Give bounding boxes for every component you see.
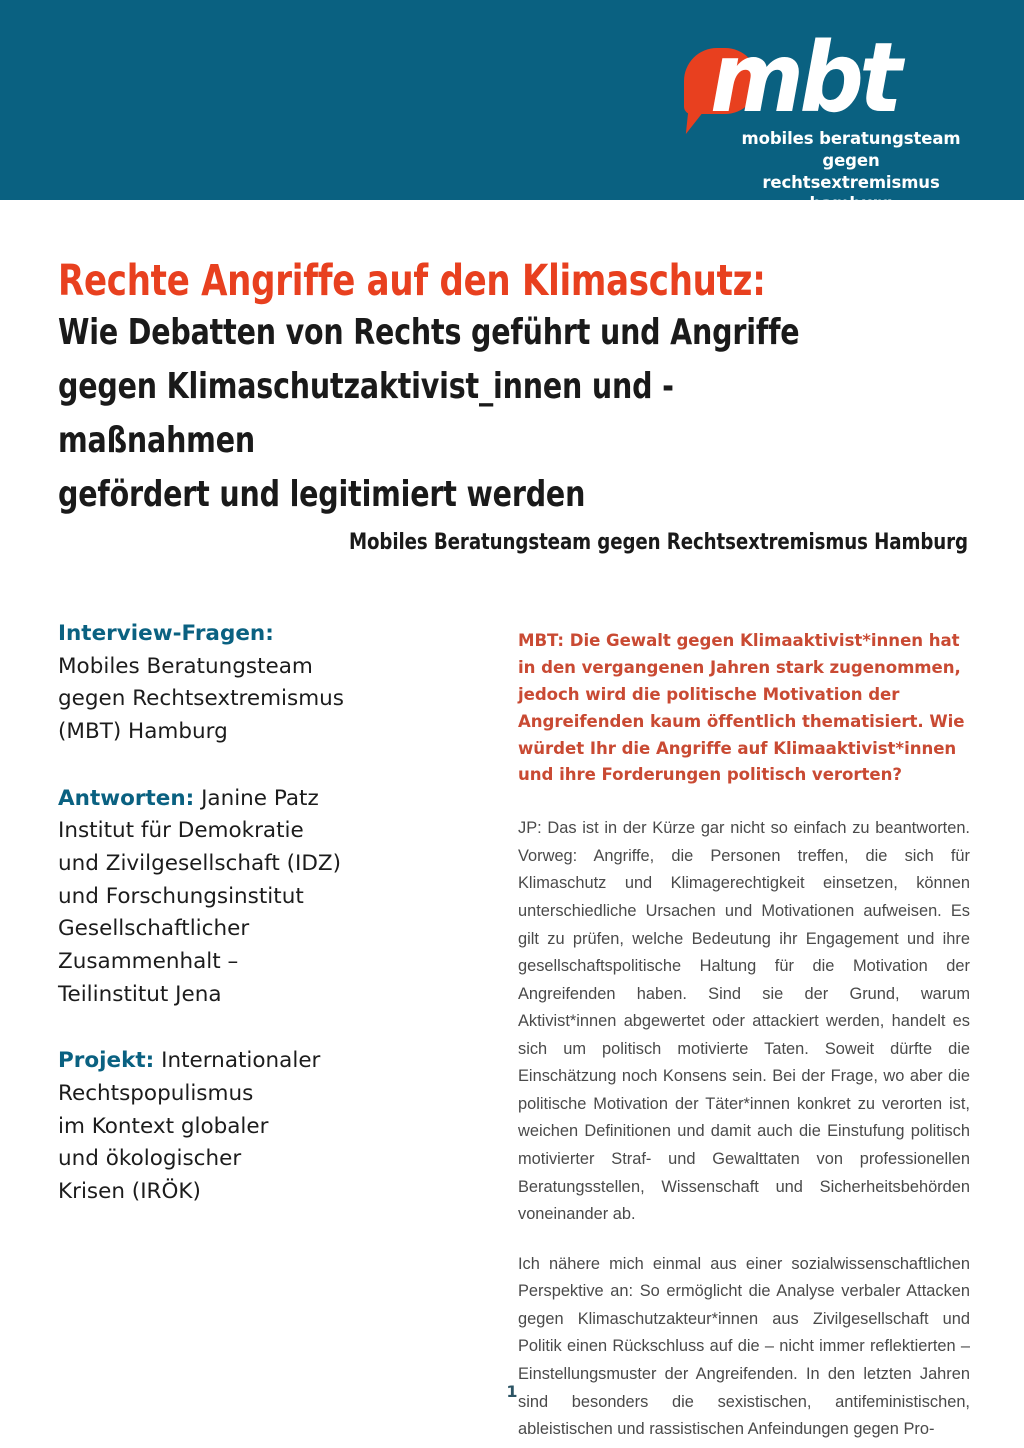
- logo-tagline-line-2: rechtsextremismus hamburg: [762, 172, 940, 214]
- interview-answer-paragraph: JP: Das ist in der Kürze gar nicht so einfach zu beantworten. Vorweg: Angriffe, die Personen treffen, die sich für Klimaschutz und Klimagerechtigkeit einsetzen, können unterschiedliche Ursachen und Motivationen aufweisen. Es gilt zu prüfen, welche Bedeutung ihr Engagement und ihre gesellschaftspolitische Haltung für die Motivation der Angreifenden haben. Sind sie der Grund, warum Aktivist*innen abgewertet oder attackiert werden, handelt es sich um politisch motivierte Taten. Soweit dürfte die Einschätzung noch Konsens sein. Bei der Frage, wo aber die politische Motivation der Täter*innen konkret zu verorten ist, weichen Definitionen und damit auch die Einstufung politisch motivierter Straf- und Gewalttaten von professionellen Beratungsstellen, Wissenschaft und Sicherheitsbehörden voneinander ab.: [518, 819, 970, 1224]
- header-band: [0, 0, 1024, 214]
- meta-line: im Kontext globaler: [58, 1113, 269, 1139]
- main-content-column: [518, 628, 970, 1444]
- mbt-logo: [676, 22, 976, 214]
- page-subtitle-line-1: Wie Debatten von Rechts geführt und Angriffe: [58, 312, 800, 354]
- logo-wordmark: mbt: [710, 22, 898, 134]
- meta-line: [58, 783, 458, 816]
- meta-line: und Forschungsinstitut: [58, 883, 304, 909]
- meta-block-antworten: [58, 783, 458, 1012]
- byline: Mobiles Beratungsteam gegen Rechtsextremismus Hamburg: [348, 530, 968, 555]
- meta-line: [58, 1045, 458, 1078]
- meta-line: und Zivilgesellschaft (IDZ): [58, 851, 342, 877]
- meta-line: und ökologischer: [58, 1146, 242, 1172]
- logo-tagline: [726, 128, 976, 215]
- meta-block-interview-fragen: [58, 618, 458, 749]
- meta-value-projekt: Internationaler: [154, 1048, 321, 1074]
- meta-label-projekt: Projekt:: [58, 1048, 155, 1074]
- page-subtitle-line-2: gegen Klimaschutzaktivist_innen und -maßnahmen: [58, 366, 674, 462]
- interview-answer-paragraph: Ich nähere mich einmal aus einer sozialwissenschaftlichen Perspektive an: So ermöglicht die Analyse verbaler Attacken gegen Klimaschutzakteur*innen aus Zivilgesellschaft und Politik einen Rückschluss auf die – nicht immer reflektierten – Einstellungsmuster der Angreifenden. In den letzten Jahren sind besonders die sexistischen, antifeministischen, ableistischen und rassistischen Anfeindungen gegen Pro-: [518, 1254, 970, 1439]
- page-number: 1: [506, 1382, 518, 1401]
- meta-line: (MBT) Hamburg: [58, 719, 228, 745]
- meta-line: [58, 618, 458, 651]
- meta-block-projekt: [58, 1045, 458, 1208]
- meta-line: Gesellschaftlicher: [58, 916, 250, 942]
- title-block: [58, 258, 978, 522]
- logo-tagline-line-1: mobiles beratungsteam gegen: [741, 129, 961, 170]
- meta-line: Teilinstitut Jena: [58, 981, 222, 1007]
- meta-line: gegen Rechtsextremismus: [58, 686, 344, 712]
- page-subtitle: [58, 306, 868, 522]
- page-subtitle-line-3: gefördert und legitimiert werden: [58, 474, 586, 516]
- page-title: Rechte Angriffe auf den Klimaschutz:: [58, 256, 766, 306]
- meta-line: Rechtspopulismus: [58, 1081, 254, 1107]
- meta-value-antworten: Janine Patz: [194, 785, 319, 811]
- meta-line: Zusammenhalt –: [58, 949, 239, 975]
- meta-label-antworten: Antworten:: [58, 785, 195, 811]
- meta-label-interview-fragen: Interview-Fragen:: [58, 621, 274, 646]
- meta-line: Krisen (IRÖK): [58, 1179, 201, 1205]
- meta-line: Institut für Demokratie: [58, 818, 304, 844]
- meta-line: Mobiles Beratungsteam: [58, 653, 313, 679]
- sidebar-meta-column: [58, 618, 458, 1209]
- interview-question: MBT: Die Gewalt gegen Klimaaktivist*innen hat in den vergangenen Jahren stark zugenommen, jedoch wird die politische Motivation der Angreifenden kaum öffentlich thematisiert. Wie würdet Ihr die Angriffe auf Klimaaktivist*innen und ihre Forderungen politisch verorten?: [518, 631, 965, 785]
